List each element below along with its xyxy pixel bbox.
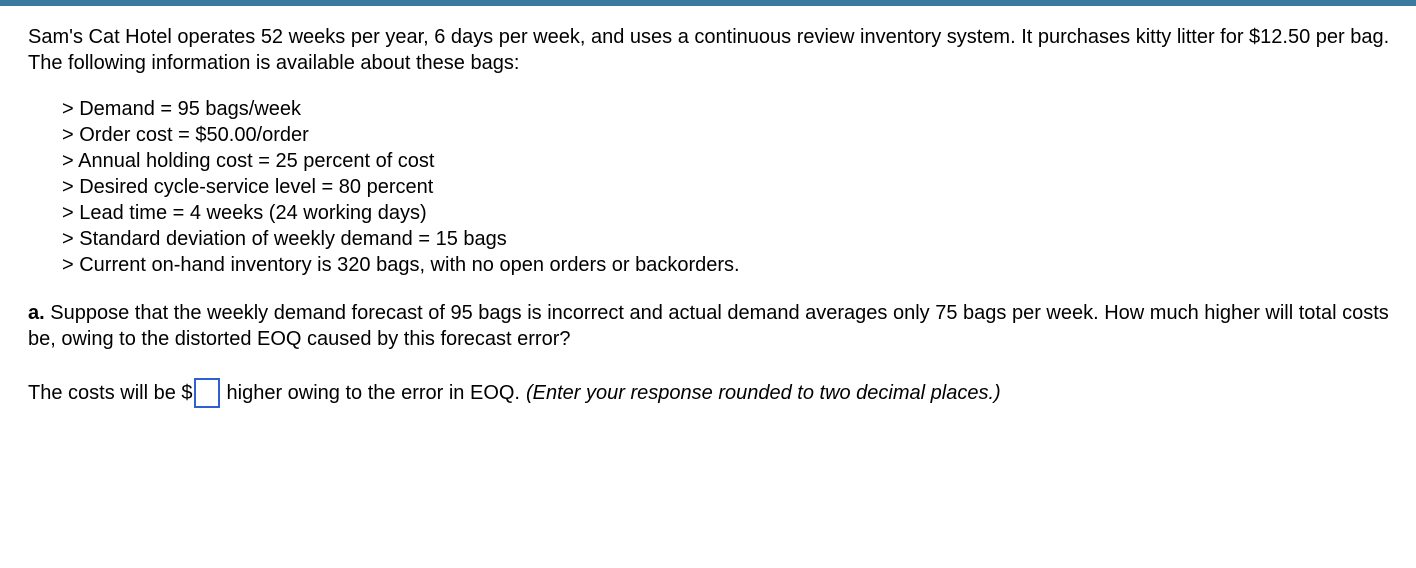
given-lead-time: > Lead time = 4 weeks (24 working days) — [62, 202, 427, 224]
part-a-text: Suppose that the weekly demand forecast of 95 bags is incorrect and actual demand averages only 75 bags per week. How much higher will total costs be, owing to the distorted EOQ caused by this forecast error? — [28, 302, 1389, 350]
answer-prefix: The costs will be $ — [28, 382, 193, 404]
answer-line — [28, 378, 1398, 408]
part-a-question — [28, 300, 1398, 352]
given-holding-cost: > Annual holding cost = 25 percent of cost — [62, 150, 435, 172]
given-order-cost: > Order cost = $50.00/order — [62, 124, 309, 146]
answer-suffix: higher owing to the error in EOQ. — [226, 382, 520, 404]
rounding-hint: (Enter your response rounded to two decimal places.) — [526, 382, 1001, 404]
cost-difference-input[interactable] — [194, 378, 220, 408]
given-service-level: > Desired cycle-service level = 80 percent — [62, 176, 434, 198]
given-demand: > Demand = 95 bags/week — [62, 98, 302, 120]
top-accent-bar — [0, 0, 1416, 6]
given-on-hand: > Current on-hand inventory is 320 bags, with no open orders or backorders. — [62, 254, 740, 276]
problem-intro: Sam's Cat Hotel operates 52 weeks per year, 6 days per week, and uses a continuous review inventory system. It purchases kitty litter for $12.50 per bag. The following information is available about these bags: — [28, 26, 1390, 74]
given-data-list — [28, 96, 1398, 278]
given-std-dev: > Standard deviation of weekly demand = 15 bags — [62, 228, 507, 250]
part-a-label: a. — [28, 302, 45, 324]
question-content — [28, 24, 1398, 408]
